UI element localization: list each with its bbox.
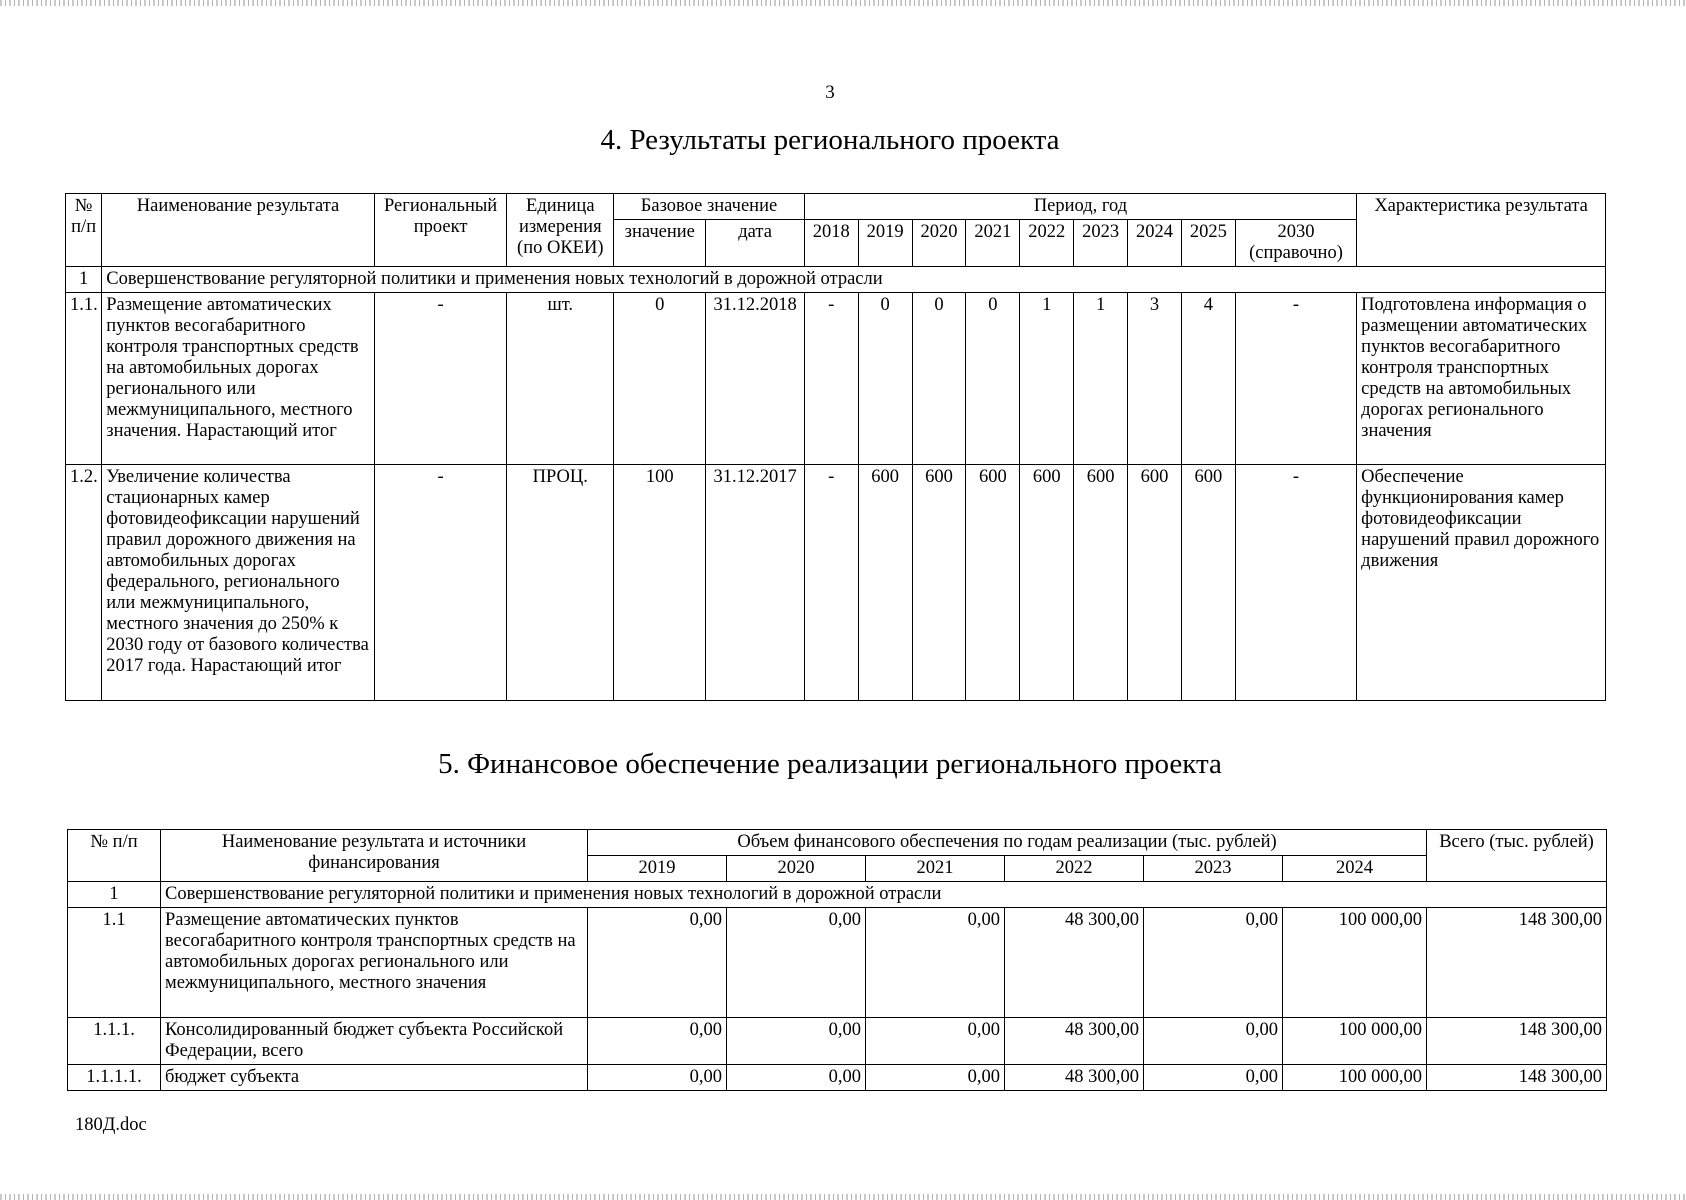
col-num-header: № п/п: [66, 194, 102, 267]
row-base-date: 31.12.2017: [706, 465, 804, 701]
col-year-header: 2022: [1020, 220, 1074, 267]
col-year-header: 2020: [912, 220, 966, 267]
col-period-header: Период, год: [804, 194, 1356, 220]
col-base-value-header: значение: [614, 220, 706, 267]
fin-row-total: 148 300,00: [1427, 908, 1607, 1018]
group-num: 1: [66, 267, 102, 293]
fin-row-value: 0,00: [866, 1065, 1005, 1091]
row-year-value: 600: [966, 465, 1020, 701]
row-year-value: 1: [1074, 293, 1128, 465]
fin-col-year-header: 2021: [866, 856, 1005, 882]
fin-row-value: 0,00: [866, 908, 1005, 1018]
section5-title: 5. Финансовое обеспечение реализации регионального проекта: [438, 748, 1222, 780]
row-year-value: 0: [912, 293, 966, 465]
finance-table: [67, 829, 1607, 1091]
fin-row-value: 100 000,00: [1283, 1065, 1427, 1091]
row-year-value: 4: [1181, 293, 1235, 465]
fin-row-total: 148 300,00: [1427, 1018, 1607, 1065]
fin-col-total-header: Всего (тыс. рублей): [1427, 830, 1607, 882]
fin-row-num: 1.1.1.: [68, 1018, 161, 1065]
fin-row-value: 0,00: [588, 1065, 727, 1091]
row-year-value: -: [804, 293, 858, 465]
fin-col-volume-header: Объем финансового обеспечения по годам реализации (тыс. рублей): [588, 830, 1427, 856]
table-row: [66, 293, 1606, 465]
row-num: 1.2.: [66, 465, 102, 701]
group-title: Совершенствование регуляторной политики и применения новых технологий в дорожной отрасли: [102, 267, 1606, 293]
row-name: Размещение автоматических пунктов весогабаритного контроля транспортных средств на автомобильных дорогах регионального или межмуниципального, местного значения. Нарастающий итог: [102, 293, 375, 465]
results-table: [65, 193, 1606, 701]
row-project: -: [374, 465, 507, 701]
row-characteristic: Подготовлена информация о размещении автоматических пунктов весогабаритного контроля транспортных средств на автомобильных дорогах регионального значения: [1357, 293, 1606, 465]
fin-group-num: 1: [68, 882, 161, 908]
col-base-date-header: дата: [706, 220, 804, 267]
scan-edge-bottom: [0, 1194, 1686, 1200]
row-characteristic: Обеспечение функционирования камер фотовидеофиксации нарушений правил дорожного движения: [1357, 465, 1606, 701]
row-year-value: 600: [858, 465, 912, 701]
fin-col-year-header: 2023: [1144, 856, 1283, 882]
row-year-value: 600: [1128, 465, 1182, 701]
row-2030-value: -: [1235, 465, 1356, 701]
col-year-header: 2025: [1181, 220, 1235, 267]
table-row: [68, 1018, 1607, 1065]
row-year-value: 600: [1020, 465, 1074, 701]
finance-group-row: [68, 882, 1607, 908]
row-year-value: 600: [912, 465, 966, 701]
table-row: [68, 908, 1607, 1018]
fin-row-value: 0,00: [1144, 908, 1283, 1018]
col-year-header: 2023: [1074, 220, 1128, 267]
fin-col-year-header: 2019: [588, 856, 727, 882]
fin-col-year-header: 2024: [1283, 856, 1427, 882]
col-2030-header: 2030 (справочно): [1235, 220, 1356, 267]
table-row: [68, 1065, 1607, 1091]
fin-row-value: 0,00: [588, 908, 727, 1018]
results-header-row-1: [66, 194, 1606, 220]
col-year-header: 2024: [1128, 220, 1182, 267]
fin-col-name-header: Наименование результата и источники финансирования: [161, 830, 588, 882]
col-name-header: Наименование результата: [102, 194, 375, 267]
fin-row-value: 100 000,00: [1283, 908, 1427, 1018]
fin-row-value: 100 000,00: [1283, 1018, 1427, 1065]
fin-row-name: бюджет субъекта: [161, 1065, 588, 1091]
col-year-header: 2019: [858, 220, 912, 267]
finance-header-row-1: [68, 830, 1607, 856]
fin-row-value: 0,00: [866, 1018, 1005, 1065]
fin-row-value: 0,00: [727, 908, 866, 1018]
row-year-value: 3: [1128, 293, 1182, 465]
fin-row-value: 0,00: [1144, 1065, 1283, 1091]
fin-group-title: Совершенствование регуляторной политики и применения новых технологий в дорожной отрасли: [161, 882, 1607, 908]
fin-row-value: 48 300,00: [1005, 1065, 1144, 1091]
fin-row-value: 48 300,00: [1005, 908, 1144, 1018]
row-year-value: 600: [1074, 465, 1128, 701]
col-unit-header: Единица измерения (по ОКЕИ): [507, 194, 614, 267]
footer-doc-name: 180Д.doc: [75, 1115, 147, 1135]
page-number: 3: [825, 82, 835, 103]
row-project: -: [374, 293, 507, 465]
col-year-header: 2018: [804, 220, 858, 267]
fin-row-name: Размещение автоматических пунктов весогабаритного контроля транспортных средств на автомобильных дорогах регионального или межмуниципального, местного значения: [161, 908, 588, 1018]
row-num: 1.1.: [66, 293, 102, 465]
fin-row-value: 0,00: [1144, 1018, 1283, 1065]
row-base-value: 0: [614, 293, 706, 465]
row-base-date: 31.12.2018: [706, 293, 804, 465]
fin-row-value: 0,00: [727, 1065, 866, 1091]
row-year-value: -: [804, 465, 858, 701]
row-name: Увеличение количества стационарных камер фотовидеофиксации нарушений правил дорожного движения на автомобильных дорогах федерального, регионального или межмуниципального, местного значения до 250% к 2030 году от базового количества 2017 года. Нарастающий итог: [102, 465, 375, 701]
col-characteristic-header: Характеристика результата: [1357, 194, 1606, 267]
row-year-value: 0: [966, 293, 1020, 465]
col-year-header: 2021: [966, 220, 1020, 267]
row-unit: ПРОЦ.: [507, 465, 614, 701]
section4-title: 4. Результаты регионального проекта: [600, 124, 1060, 156]
row-2030-value: -: [1235, 293, 1356, 465]
row-base-value: 100: [614, 465, 706, 701]
row-year-value: 1: [1020, 293, 1074, 465]
fin-row-value: 0,00: [727, 1018, 866, 1065]
fin-row-total: 148 300,00: [1427, 1065, 1607, 1091]
col-base-header: Базовое значение: [614, 194, 805, 220]
col-project-header: Региональный проект: [374, 194, 507, 267]
fin-col-num-header: № п/п: [68, 830, 161, 882]
fin-row-value: 48 300,00: [1005, 1018, 1144, 1065]
fin-row-num: 1.1: [68, 908, 161, 1018]
table-row: [66, 465, 1606, 701]
scan-edge-top: [0, 0, 1686, 6]
fin-row-num: 1.1.1.1.: [68, 1065, 161, 1091]
fin-row-name: Консолидированный бюджет субъекта Российской Федерации, всего: [161, 1018, 588, 1065]
results-group-row: [66, 267, 1606, 293]
row-year-value: 0: [858, 293, 912, 465]
row-year-value: 600: [1181, 465, 1235, 701]
fin-col-year-header: 2022: [1005, 856, 1144, 882]
fin-col-year-header: 2020: [727, 856, 866, 882]
row-unit: шт.: [507, 293, 614, 465]
fin-row-value: 0,00: [588, 1018, 727, 1065]
